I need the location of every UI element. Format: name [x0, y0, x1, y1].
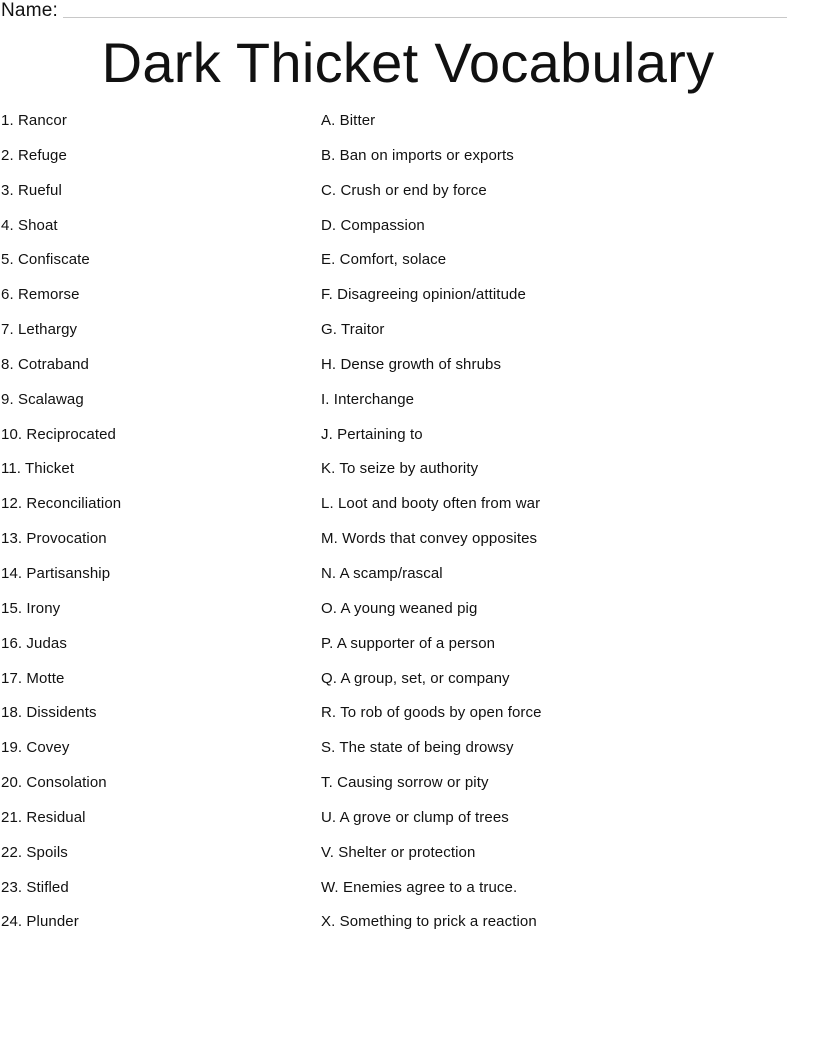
definition-item: N. A scamp/rascal — [321, 564, 443, 582]
name-field-row — [1, 0, 787, 22]
vocabulary-word: 16. Judas — [1, 634, 67, 652]
vocabulary-word: 22. Spoils — [1, 843, 68, 861]
definition-item: G. Traitor — [321, 321, 385, 339]
vocabulary-word: 4. Shoat — [1, 216, 58, 234]
vocabulary-word: 11. Thicket — [1, 460, 75, 478]
definition-item: H. Dense growth of shrubs — [321, 355, 502, 373]
definition-item: Q. A group, set, or company — [321, 669, 510, 687]
definition-item: V. Shelter or protection — [321, 843, 476, 861]
vocabulary-word: 6. Remorse — [1, 286, 80, 304]
vocabulary-word-list — [1, 104, 121, 940]
definition-item: T. Causing sorrow or pity — [321, 774, 489, 792]
vocabulary-word: 5. Confiscate — [1, 251, 90, 269]
definition-item: U. A grove or clump of trees — [321, 808, 509, 826]
definition-item: F. Disagreeing opinion/attitude — [321, 286, 526, 304]
name-blank-line[interactable] — [63, 17, 787, 18]
vocabulary-word: 2. Refuge — [1, 146, 67, 164]
vocabulary-word: 19. Covey — [1, 739, 70, 757]
vocabulary-word: 1. Rancor — [1, 112, 67, 129]
definition-item: M. Words that convey opposites — [321, 530, 538, 548]
name-label: Name: — [1, 0, 58, 21]
vocabulary-word: 12. Reconciliation — [1, 495, 122, 513]
definition-item: B. Ban on imports or exports — [321, 146, 514, 164]
vocabulary-word: 20. Consolation — [1, 774, 107, 792]
vocabulary-word: 15. Irony — [1, 599, 61, 617]
vocabulary-word: 14. Partisanship — [1, 564, 111, 582]
vocabulary-word: 18. Dissidents — [1, 704, 97, 722]
definition-item: X. Something to prick a reaction — [321, 913, 537, 931]
definition-item: L. Loot and booty often from war — [321, 495, 541, 513]
vocabulary-word: 13. Provocation — [1, 530, 107, 548]
definition-item: D. Compassion — [321, 216, 425, 234]
vocabulary-word: 9. Scalawag — [1, 390, 84, 408]
definition-item: C. Crush or end by force — [321, 181, 487, 199]
vocabulary-word: 7. Lethargy — [1, 321, 78, 339]
vocabulary-word: 10. Reciprocated — [1, 425, 117, 443]
definition-item: S. The state of being drowsy — [321, 739, 514, 757]
vocabulary-word: 17. Motte — [1, 669, 65, 687]
vocabulary-word: 21. Residual — [1, 808, 86, 826]
definition-item: I. Interchange — [321, 390, 415, 408]
definition-item: O. A young weaned pig — [321, 599, 478, 617]
vocabulary-word: 8. Cotraband — [1, 355, 89, 373]
definition-item: R. To rob of goods by open force — [321, 704, 542, 722]
definition-item: K. To seize by authority — [321, 460, 479, 478]
definition-item: E. Comfort, solace — [321, 251, 447, 269]
definition-item: J. Pertaining to — [321, 425, 423, 443]
worksheet-title: Dark Thicket Vocabulary — [101, 31, 715, 94]
vocabulary-word: 3. Rueful — [1, 181, 62, 199]
definition-item: A. Bitter — [321, 112, 376, 129]
vocabulary-word: 23. Stifled — [1, 878, 69, 896]
definition-item: W. Enemies agree to a truce. — [321, 878, 518, 896]
definition-list — [321, 104, 542, 940]
definition-item: P. A supporter of a person — [321, 634, 496, 652]
vocabulary-word: 24. Plunder — [1, 913, 79, 931]
